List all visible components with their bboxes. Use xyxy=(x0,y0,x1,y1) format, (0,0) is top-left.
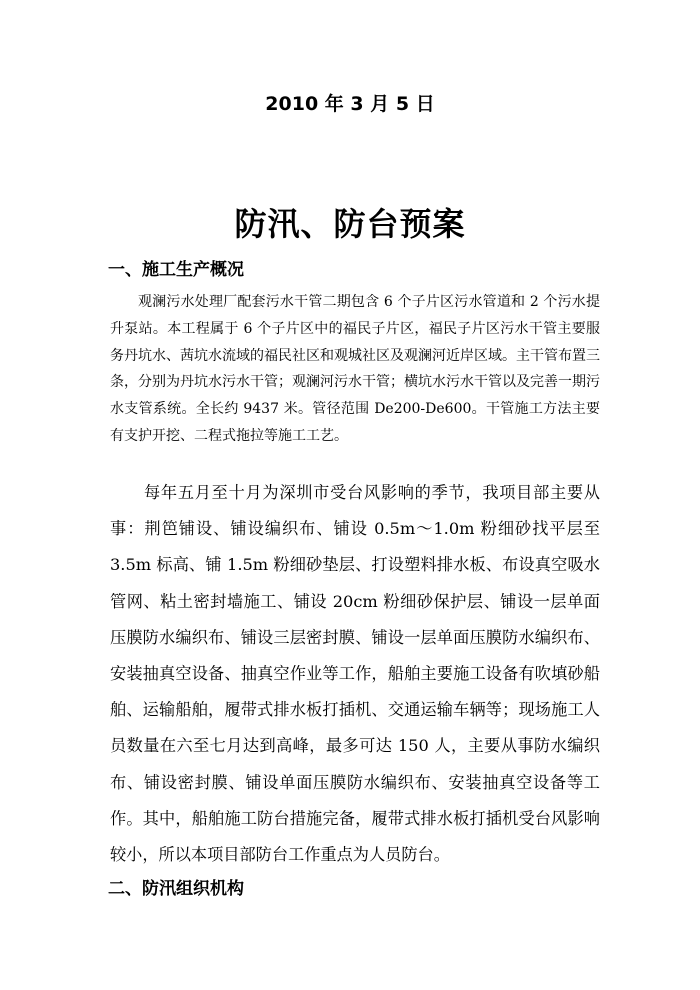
section-heading-construction-overview: 一、施工生产概况 xyxy=(108,260,244,280)
document-title: 防汛、防台预案 xyxy=(234,205,466,243)
document-date: 2010 年 3 月 5 日 xyxy=(265,93,435,115)
paragraph-typhoon-season-work: 每年五月至十月为深圳市受台风影响的季节，我项目部主要从事：荆笆铺设、铺设编织布、铺设 0.5m～1.0m 粉细砂找平层至 3.5m 标高、铺 1.5m 粉细砂垫层、打设塑料排水板、布设真空吸水管网、粘土密封墙施工、铺设 20cm 粉细砂保护层、铺设一层单面压膜防水编织布、铺设三层密封膜、铺设一层单面压膜防水编织布、安装抽真空设备、抽真空作业等工作，船舶主要施工设备有吹填砂船舶、运输船舶，履带式排水板打插机、交通运输车辆等；现场施工人员数量在六至七月达到高峰，最多可达 150 人，主要从事防水编织布、铺设密封膜、铺设单面压膜防水编织布、安装抽真空设备等工作。其中，船舶施工防台措施完备，履带式排水板打插机受台风影响较小，所以本项目部防台工作重点为人员防台。 xyxy=(110,483,600,865)
section-heading-flood-organization: 二、防汛组织机构 xyxy=(108,879,244,899)
paragraph-project-description: 观澜污水处理厂配套污水干管二期包含 6 个子片区污水管道和 2 个污水提升泵站。本工程属于 6 个子片区中的福民子片区，福民子片区污水干管主要服务丹坑水、茜坑水流域的福民社区和观城社区及观澜河近岸区域。主干管布置三条，分别为丹坑水污水干管；观澜河污水干管；横坑水污水干管以及完善一期污水支管系统。全长约 9437 米。管径范围 De200-De600。干管施工方法主要有支护开挖、二程式拖拉等施工工艺。 xyxy=(110,294,600,444)
